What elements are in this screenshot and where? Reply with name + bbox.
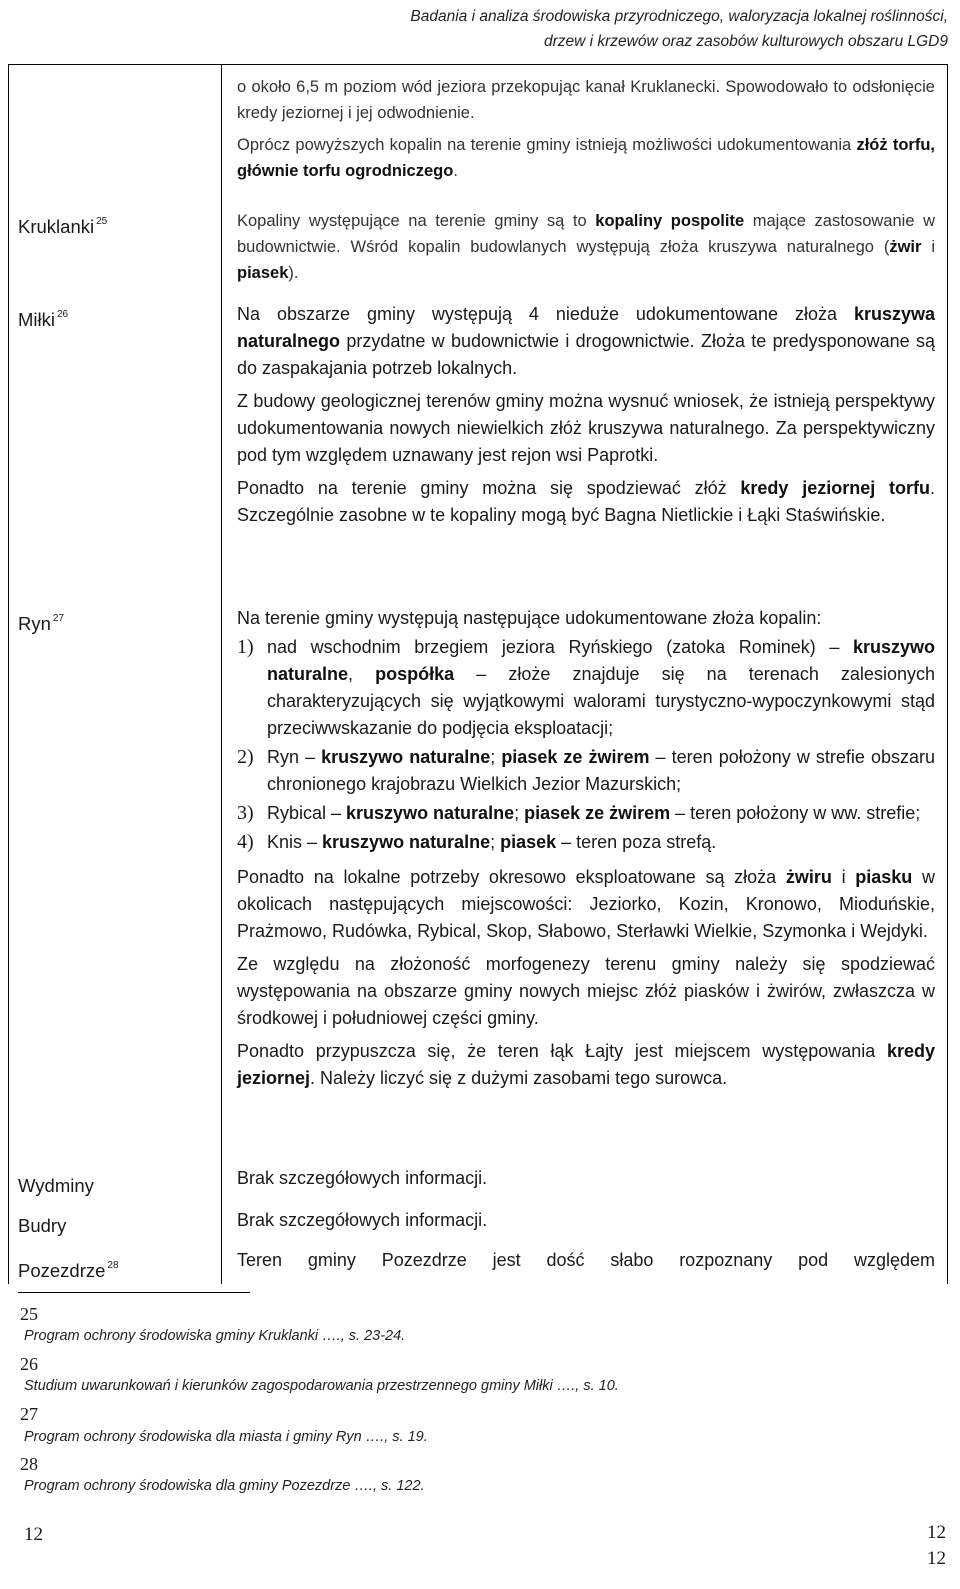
text: – teren poza strefą. <box>556 831 717 852</box>
table-row <box>9 1207 948 1247</box>
bold-text: kruszywo naturalne <box>346 802 515 823</box>
page-number-right-bottom: 12 <box>927 1548 946 1569</box>
municipality-name: Wydminy <box>18 1174 94 1196</box>
list-item <box>237 634 935 742</box>
table-row <box>9 605 948 1165</box>
text: Na obszarze gminy występują 4 nieduże udokumentowane złoża <box>237 303 854 324</box>
text: Ryn – <box>267 746 322 767</box>
footnote-ref[interactable]: 27 <box>52 612 65 624</box>
bold-text: piasek <box>500 831 557 852</box>
text: – teren położony w strefie obszaru chronionego krajobrazu Wielkich Jezior Mazurskich; <box>267 746 935 794</box>
municipality-cell <box>9 1165 222 1207</box>
list-item <box>237 829 935 856</box>
text: Rybical – <box>267 802 347 823</box>
text: Ponadto na terenie gminy można się spodziewać złóż <box>237 477 741 498</box>
paragraph: Brak szczegółowych informacji. <box>237 1209 488 1230</box>
content-cell <box>222 1207 948 1247</box>
bold-text: kruszywo naturalne <box>321 746 491 767</box>
text: Kopaliny występujące na terenie gminy są to <box>237 211 596 230</box>
text: Ponadto przypuszcza się, że teren łąk Łajty jest miejscem występowania <box>237 1040 887 1061</box>
text: , <box>348 663 376 684</box>
content-cell <box>222 605 948 1165</box>
table-row <box>9 301 948 605</box>
header-line-1: Badania i analiza środowiska przyrodniczego, waloryzacja lokalnej roślinności, <box>410 8 948 25</box>
text: Knis – <box>267 831 323 852</box>
list-number: 3) <box>237 801 254 824</box>
paragraph <box>237 301 935 382</box>
table-row <box>9 65 948 208</box>
bold-text: kruszywo naturalne <box>322 831 491 852</box>
text: w okolicach następujących miejscowości: Jeziorko, Kozin, Kronowo, Mioduńskie, Prażmowo, Rudówka, Rybical, Skop, Słabowo, Sterławki Wielkie, Szymonka i Wejdyki. <box>237 866 935 941</box>
footnote-number: 28 <box>20 1454 38 1474</box>
text: . Szczególnie zasobne w te kopaliny mogą być Bagna Nietlickie i Łąki Staświńskie. <box>237 477 935 525</box>
content-cell <box>222 208 948 301</box>
list-number: 1) <box>237 635 254 658</box>
resources-table <box>8 64 948 1284</box>
page-number-right-top: 12 <box>927 1522 946 1543</box>
bold-text: kopaliny pospolite <box>595 211 745 230</box>
bold-text: piasek <box>237 263 289 282</box>
paragraph: Ze względu na złożoność morfogenezy terenu gminy należy się spodziewać występowania na obszarze gminy nowych miejsc złóż piasków i żwirów, zwłaszcza w środkowej i południowej części gminy. <box>237 953 935 1028</box>
bold-text: kruszywa naturalnego <box>237 303 935 351</box>
bold-text: piasek ze żwirem <box>524 802 671 823</box>
paragraph <box>237 208 935 286</box>
text: ). <box>288 263 299 282</box>
text: – złoże znajduje się na terenach zalesionych charakteryzujących się wyjątkowymi walorami turystyczno-wypoczynkowymi stąd przeciwwskazanie do podjęcia eksploatacji; <box>267 663 935 738</box>
table-row <box>9 1247 948 1284</box>
paragraph <box>237 1038 935 1092</box>
text: mające zastosowanie w budownictwie. Wśród kopalin budowlanych występują złoża kruszywa naturalnego ( <box>237 211 936 256</box>
page-number-left: 12 <box>24 1524 43 1545</box>
bold-text: żwiru <box>785 866 832 887</box>
paragraph <box>237 132 935 184</box>
list-number: 4) <box>237 830 254 853</box>
bold-text: pospółka <box>375 663 455 684</box>
paragraph: Na terenie gminy występują następujące udokumentowane złoża kopalin: <box>237 607 822 628</box>
municipality-cell <box>9 208 222 301</box>
bold-text: złóż torfu, głównie torfu ogrodniczego <box>237 136 935 180</box>
text: ; <box>490 831 501 852</box>
text: . <box>453 162 458 180</box>
content-cell <box>222 1165 948 1207</box>
footnote-separator <box>18 1292 250 1293</box>
municipality-name: Kruklanki $^{25}$ <box>18 215 108 237</box>
paragraph <box>237 475 935 529</box>
content-cell <box>222 1247 948 1284</box>
municipality-name: Budry <box>18 1214 67 1236</box>
municipality-cell <box>9 605 222 1165</box>
footnote-text: Studium uwarunkowań i kierunków zagospodarowania przestrzennego gminy Miłki …., s. 10. <box>24 1378 619 1394</box>
bold-text: piasku <box>855 866 913 887</box>
text: Ponadto na lokalne potrzeby okresowo eksploatowane są złoża <box>237 866 786 887</box>
municipality-cell <box>9 1207 222 1247</box>
paragraph <box>237 74 935 126</box>
municipality-cell <box>9 1247 222 1284</box>
paragraph: Teren gminy Pozezdrze jest dość słabo rozpoznany pod względem <box>237 1249 935 1270</box>
list-item <box>237 800 935 827</box>
text: ; <box>490 746 502 767</box>
deposit-list <box>237 634 935 856</box>
bold-text: piasek ze żwirem <box>501 746 650 767</box>
footnote-text: Program ochrony środowiska gminy Kruklanki …., s. 23-24. <box>24 1328 406 1344</box>
text: i <box>921 237 935 256</box>
header-line-2: drzew i krzewów oraz zasobów kulturowych obszaru LGD9 <box>543 33 948 50</box>
text: i <box>831 866 856 887</box>
content-cell <box>222 301 948 605</box>
municipality-name: Pozezdrze $^{28}$ <box>18 1259 119 1281</box>
footnote-ref[interactable]: 28 <box>107 1259 119 1271</box>
table-row <box>9 208 948 301</box>
page-header <box>410 4 948 54</box>
bold-text: kruszywo naturalne <box>267 636 935 684</box>
text: nad wschodnim brzegiem jeziora Ryńskiego (zatoka Rominek) – <box>267 636 853 657</box>
text: o około 6,5 m poziom wód jeziora przekopując kanał Kruklanecki. Spowodowało to odsłonięcie kredy jeziornej i jej odwodnienie. <box>237 78 935 122</box>
paragraph: Brak szczegółowych informacji. <box>237 1167 488 1188</box>
bold-text: kredy jeziornej torfu <box>740 477 930 498</box>
municipality-name: Miłki $^{26}$ <box>18 308 69 330</box>
content-cell <box>222 65 948 208</box>
footnote-number: 25 <box>20 1304 38 1324</box>
text: . Należy liczyć się z dużymi zasobami tego surowca. <box>310 1067 728 1088</box>
text: – teren położony w ww. strefie; <box>670 802 921 823</box>
municipality-cell <box>9 301 222 605</box>
footnote-text: Program ochrony środowiska dla miasta i gminy Ryn …., s. 19. <box>24 1429 428 1445</box>
paragraph <box>237 864 935 945</box>
municipality-cell <box>9 65 222 208</box>
text: przydatne w budownictwie i drogownictwie. Złoża te predysponowane są do zaspakajania potrzeb lokalnych. <box>237 330 935 378</box>
footnote-ref[interactable]: 25 <box>96 215 108 227</box>
text: Oprócz powyższych kopalin na terenie gminy istnieją możliwości udokumentowania <box>237 136 857 154</box>
table-row <box>9 1165 948 1207</box>
list-item <box>237 744 935 798</box>
paragraph: Z budowy geologicznej terenów gminy można wysnuć wniosek, że istnieją perspektywy udokumentowania nowych niewielkich złóż kruszywa naturalnego. Za perspektywiczny pod tym względem uznawany jest rejon wsi Paprotki. <box>237 390 935 465</box>
bold-text: kredy jeziornej <box>237 1040 935 1088</box>
footnote-ref[interactable]: 26 <box>57 308 69 320</box>
footnote-number: 27 <box>20 1404 38 1424</box>
list-number: 2) <box>237 745 254 768</box>
footnote-text: Program ochrony środowiska dla gminy Pozezdrze …., s. 122. <box>24 1478 425 1494</box>
footnote-number: 26 <box>20 1354 38 1374</box>
municipality-name: Ryn $^{27}$ <box>18 612 65 634</box>
bold-text: żwir <box>889 237 922 256</box>
text: ; <box>514 802 525 823</box>
